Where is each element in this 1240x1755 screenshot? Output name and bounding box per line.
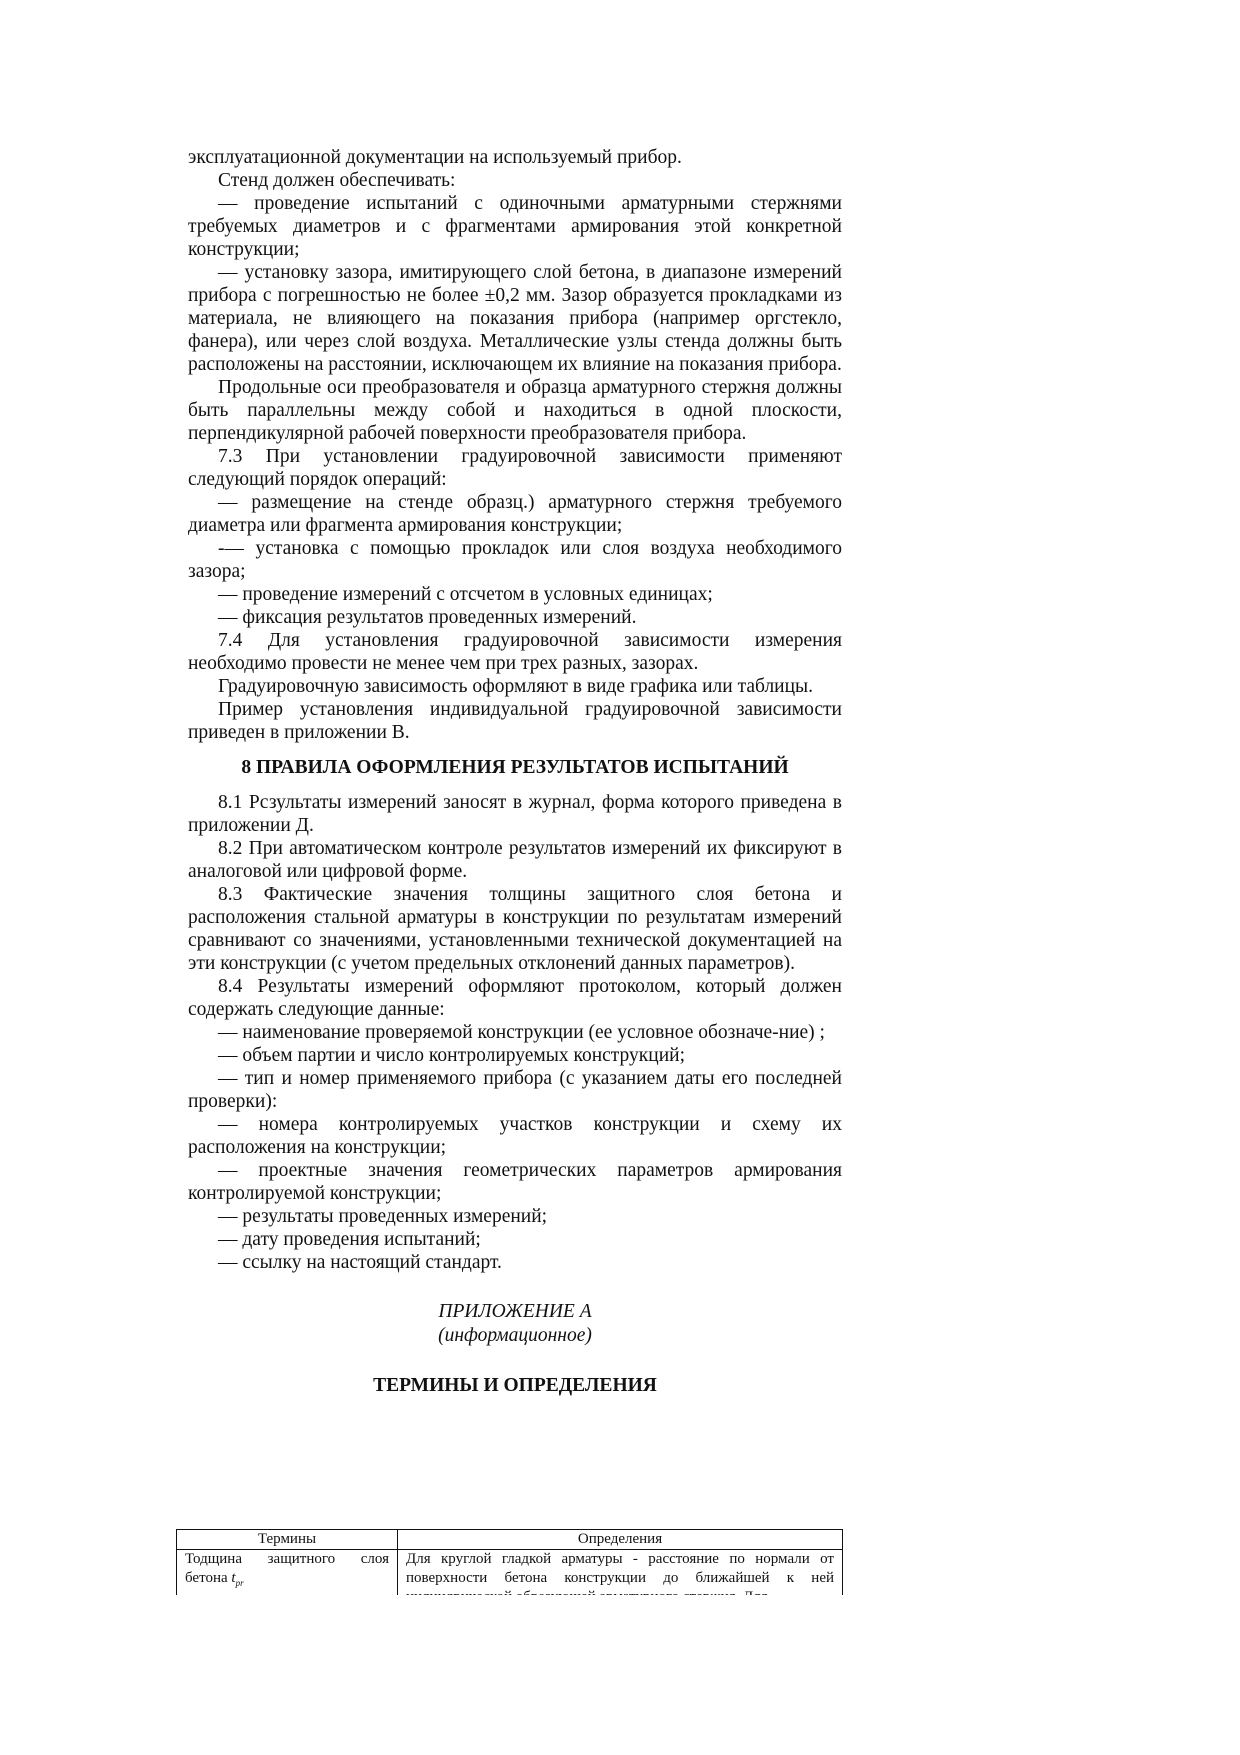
section-8-text: [188, 791, 842, 1274]
paragraph: — объем партии и число контролируемых конструкций;: [218, 1045, 686, 1066]
document-page: [188, 146, 842, 1398]
paragraph: — наименование проверяемой конструкции (ее условное обозначе-ние) ;: [218, 1022, 825, 1043]
paragraph: — номера контролируемых участков конструкции и схему их расположения на конструкции;: [188, 1114, 842, 1158]
paragraph: 8.2 При автоматическом контроле результатов измерений их фиксируют в аналоговой или цифровой форме.: [188, 838, 842, 882]
paragraph: Пример установления индивидуальной градуировочной зависимости приведен в приложении В.: [188, 699, 842, 743]
paragraph: эксплуатационной документации на используемый прибор.: [188, 147, 682, 168]
paragraph: — размещение на стенде образц.) арматурного стержня требуемого диаметра или фрагмента армирования конструкции;: [188, 492, 842, 536]
paragraph: Стенд должен обеспечивать:: [218, 170, 456, 191]
paragraph: — результаты проведенных измерений;: [218, 1206, 548, 1227]
definition-cell: Для круглой гладкой арматуры - расстояние по нормали от поверхности бетона конструкции до ближайшей к ней: [398, 1550, 843, 1608]
paragraph: — проведение измерений с отсчетом в условных единицах;: [218, 584, 713, 605]
page-cutoff: [170, 1595, 860, 1755]
term-text: Тодщина защитного слоя бетона: [185, 1551, 389, 1586]
term-subscript: pr: [235, 1578, 244, 1588]
paragraph: — фиксация результатов проведенных измерений.: [218, 607, 637, 628]
paragraph: — тип и номер применяемого прибора (с указанием даты его последней проверки):: [188, 1068, 842, 1112]
paragraph: 7.4 Для установления градуировочной зависимости измерения необходимо провести не менее чем при трех разных, зазорах.: [188, 630, 842, 674]
appendix-header: [188, 1300, 842, 1348]
paragraph: Градуировочную зависимость оформляют в виде графика или таблицы.: [218, 676, 814, 697]
paragraph: 8.3 Фактические значения толщины защитного слоя бетона и расположения стальной арматуры в конструкции по результатам измерений сравнивают со значениями, установленными технической документацией на эти конструкции (с учетом предельных отклонений данных параметров).: [188, 884, 842, 974]
table-header-row: [177, 1530, 843, 1550]
paragraph: Продольные оси преобразователя и образца арматурного стержня должны быть параллельны между собой и находиться в одной плоскости, перпендикулярной рабочей поверхности преобразователя прибора.: [188, 377, 842, 444]
appendix-title: ПРИЛОЖЕНИЕ А: [438, 1301, 592, 1322]
paragraph: -— установка с помощью прокладок или слоя воздуха необходимого зазора;: [188, 538, 842, 582]
paragraph: — проведение испытаний с одиночными арматурными стержнями требуемых диаметров и с фрагментами армирования этой конкретной конструкции;: [188, 193, 842, 260]
table-header-definitions: Определения: [398, 1530, 843, 1550]
paragraph: — установку зазора, имитирующего слой бетона, в диапазоне измерений прибора с погрешностью не более ±0,2 мм. Зазор образуется прокладками из материала, не влияющего на показания прибора (например оргстекло, фанера), или через слой воздуха. Металлические узлы стенда должны быть расположены на расстоянии, исключающем их влияние на показания прибора.: [188, 262, 842, 375]
paragraph: 8.1 Рсзультаты измерений заносят в журнал, форма которого приведена в приложении Д.: [188, 792, 842, 836]
paragraph: — дату проведения испытаний;: [218, 1229, 481, 1250]
terms-title: ТЕРМИНЫ И ОПРЕДЕЛЕНИЯ: [373, 1375, 657, 1396]
paragraph: 8.4 Результаты измерений оформляют протоколом, который должен содержать следующие данные:: [188, 976, 842, 1020]
term-symbol: t: [231, 1570, 236, 1586]
paragraph: — проектные значения геометрических параметров армирования контролируемой конструкции;: [188, 1160, 842, 1204]
paragraph: 7.3 При установлении градуировочной зависимости применяют следующий порядок операций:: [188, 446, 842, 490]
appendix-subtitle: (информационное): [438, 1325, 592, 1346]
section-heading: 8 ПРАВИЛА ОФОРМЛЕНИЯ РЕЗУЛЬТАТОВ ИСПЫТАНИЙ: [241, 757, 789, 778]
paragraph: — ссылку на настоящий стандарт.: [218, 1252, 502, 1273]
section-7-text: [188, 146, 842, 744]
table-header-terms: Термины: [177, 1530, 398, 1550]
